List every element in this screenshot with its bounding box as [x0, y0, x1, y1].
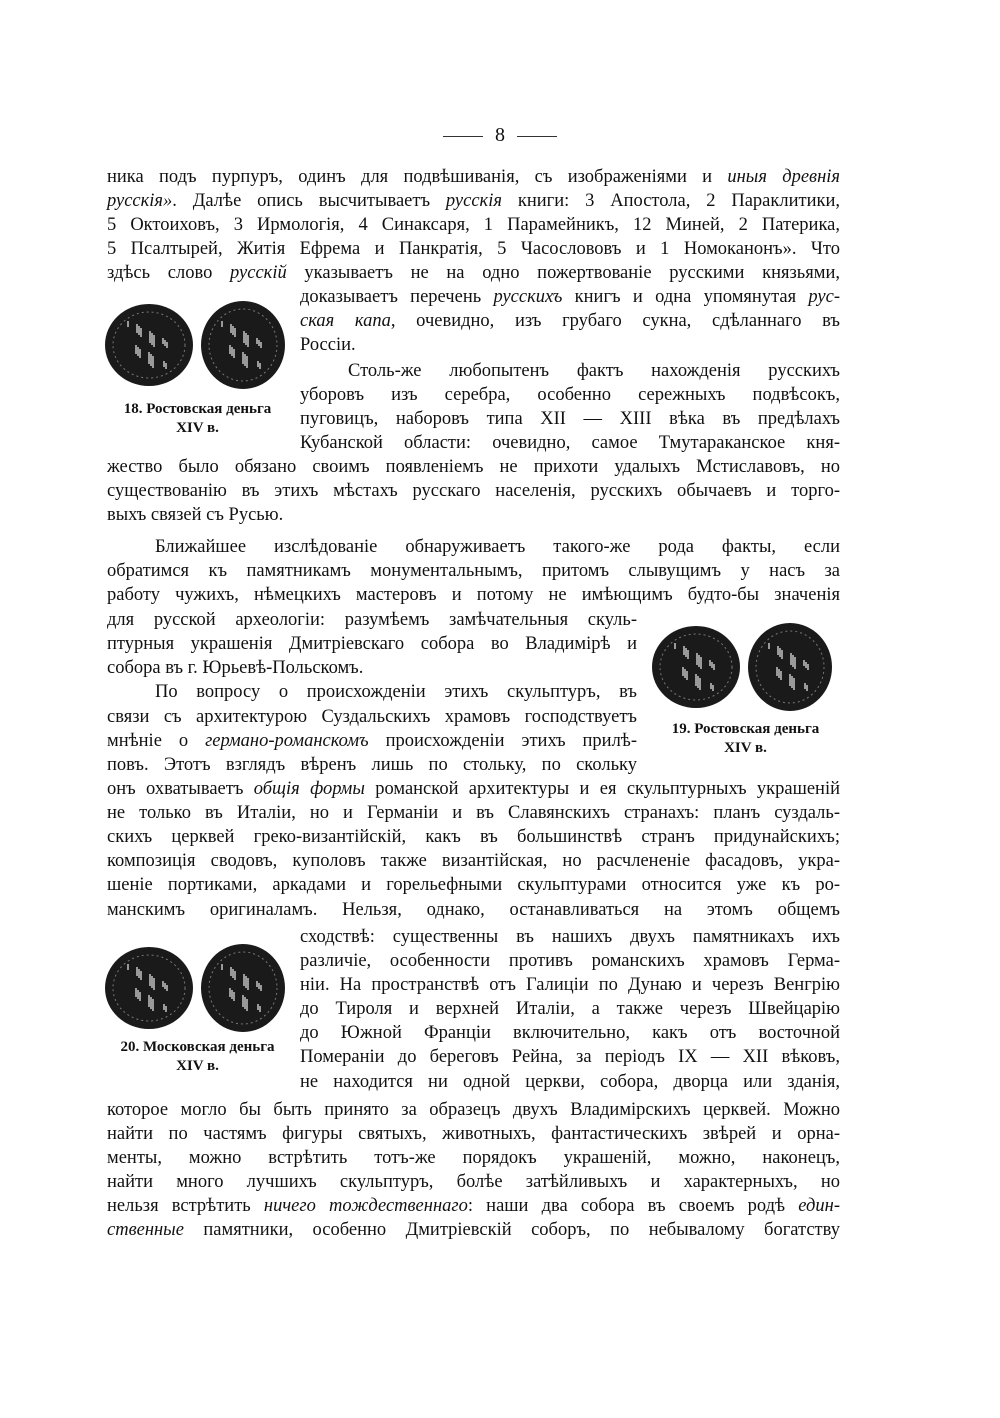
text-span: Помераніи до береговъ Рейна, за періодъ IX — XII вѣковъ, — [300, 1047, 840, 1067]
italic-text: ничего тождественнаго — [263, 1196, 468, 1216]
text-line — [300, 359, 840, 383]
coin-icon — [105, 947, 193, 1029]
text-span: не только въ Италіи, но и Германіи и въ Славянскихъ странахъ: планъ суздаль- — [107, 803, 840, 823]
text-line — [300, 925, 840, 949]
text-span: онъ охватываетъ — [107, 779, 254, 799]
text-line — [107, 1218, 840, 1242]
text-line — [107, 632, 637, 656]
text-span: не находится ни одной церкви, собора, дворца или зданія, — [300, 1072, 840, 1092]
text-line — [107, 165, 840, 189]
text-span: работу чужихъ, нѣмецкихъ мастеровъ и потому не имѣющимъ будто-бы значенія — [107, 585, 840, 605]
text-line — [107, 1146, 840, 1170]
text-span: скихъ церквей греко-византійскій, какъ въ большинствѣ странъ придунайскихъ; — [107, 827, 840, 847]
italic-text: русскій — [230, 263, 287, 283]
text-line — [107, 825, 840, 849]
coin-icon — [201, 944, 285, 1032]
text-line — [107, 1122, 840, 1146]
text-line — [107, 261, 840, 285]
text-line — [107, 873, 840, 897]
text-span: Кубанской области: очевидно, самое Тмутараканское кня- — [300, 433, 840, 453]
text-line — [107, 535, 840, 559]
text-line — [107, 559, 840, 583]
text-span: указываетъ не на одно пожертвованіе русскими князьями, — [286, 263, 840, 283]
text-span: : наши два собора въ своемъ родѣ — [467, 1196, 799, 1216]
text-span: сходствѣ: существенны въ нашихъ двухъ памятникахъ ихъ — [300, 927, 840, 947]
text-span: различіе, особенности противъ романскихъ храмовъ Герма- — [300, 951, 840, 971]
text-line — [107, 189, 840, 213]
text-line — [300, 1021, 840, 1045]
caption-line: XIV в. — [176, 1058, 219, 1074]
figure-18-caption — [100, 400, 295, 438]
text-span: композиція сводовъ, куполовъ также византійская, но расчлененіе фасадовъ, укра- — [107, 851, 840, 871]
coin-icon — [105, 304, 193, 386]
text-span: ніи. На пространствѣ отъ Галиціи по Дунаю и черезъ Венгрію — [300, 975, 840, 995]
text-line — [300, 383, 840, 407]
figure-20-caption — [100, 1038, 295, 1076]
italic-text: русскія» — [107, 191, 173, 211]
text-span: жество было обязано своимъ появленіемъ не прихоти удалыхъ Мстиславовъ, но — [107, 457, 840, 477]
text-line — [107, 656, 637, 680]
text-span: 5 Октоиховъ, 3 Ирмологія, 4 Синаксаря, 1 Парамейникъ, 12 Миней, 2 Патерика, — [107, 215, 840, 235]
text-span: до Южной Франціи включительно, какъ отъ восточной — [300, 1023, 840, 1043]
italic-text: германо-романскомъ — [205, 731, 369, 751]
text-line — [107, 1194, 840, 1218]
text-span: обратимся къ памятникамъ монументальнымъ, притомъ слывущимъ у насъ за — [107, 561, 840, 581]
text-line — [107, 801, 840, 825]
text-line — [107, 680, 637, 704]
text-span: доказываетъ перечень — [300, 287, 494, 307]
text-span: Столь-же любопытенъ фактъ нахожденія русскихъ — [348, 361, 840, 381]
text-line — [107, 777, 840, 801]
italic-text: иныя древнія — [727, 167, 840, 187]
text-line — [107, 237, 840, 261]
text-line — [107, 705, 637, 729]
text-line — [300, 949, 840, 973]
text-span: . Далѣе опись высчитываетъ — [172, 191, 446, 211]
text-line — [300, 997, 840, 1021]
coin-icon — [201, 301, 285, 389]
text-span: птурныя украшенія Дмитріевскаго собора во Владимірѣ и — [107, 634, 637, 654]
text-line — [300, 285, 840, 309]
text-span: пуговицъ, наборовъ типа XII — XIII вѣка въ предѣлахъ — [300, 409, 840, 429]
coin-icon — [748, 623, 832, 711]
text-line — [300, 309, 840, 333]
figure-20-coins — [103, 943, 293, 1033]
italic-text: ственные — [107, 1220, 184, 1240]
page-number — [0, 124, 1000, 147]
text-line — [107, 213, 840, 237]
text-span: По вопросу о происхожденіи этихъ скульптуръ, въ — [155, 682, 637, 702]
caption-line: XIV в. — [176, 420, 219, 436]
text-span: найти много лучшихъ скульптуръ, болѣе затѣйливыхъ и характерныхъ, но — [107, 1172, 840, 1192]
text-span: , очевидно, изъ грубаго сукна, сдѣланнаго въ — [390, 311, 840, 331]
caption-line: XIV в. — [724, 740, 767, 756]
text-span: Ближайшее изслѣдованіе обнаруживаетъ такого-же рода факты, если — [155, 537, 840, 557]
coin-icon — [652, 626, 740, 708]
text-span: ника подъ пурпуръ, одинъ для подвѣшиванія, съ изображеніями и — [107, 167, 728, 187]
text-span: памятники, особенно Дмитріевскій соборъ, по небывалому богатству — [183, 1220, 840, 1240]
text-span: книгъ и одна упомянутая — [562, 287, 809, 307]
text-line — [107, 1170, 840, 1194]
text-span: которое могло бы быть принято за образецъ двухъ Владимірскихъ церквей. Можно — [107, 1100, 840, 1120]
text-span: связи съ архитектурою Суздальскихъ храмовъ господствуетъ — [107, 707, 637, 727]
text-line — [300, 431, 840, 455]
text-span: 5 Псалтырей, Житія Ефрема и Панкратія, 5 Часослововъ и 1 Номоканонъ». Что — [107, 239, 840, 259]
text-span: шеніе портиками, аркадами и горельефными скульптурами относится уже къ ро- — [107, 875, 840, 895]
italic-text: ская капа — [300, 311, 391, 331]
text-line — [107, 503, 840, 527]
text-span: книги: 3 Апостола, 2 Параклитики, — [501, 191, 840, 211]
text-span: для русской археологіи: разумѣемъ замѣчательныя скуль- — [107, 610, 637, 630]
text-line — [107, 753, 637, 777]
italic-text: русскія — [445, 191, 502, 211]
caption-line: 18. Ростовская деньга — [123, 401, 272, 417]
text-span: найти по частямъ фигуры святыхъ, животныхъ, фантастическихъ звѣрей и орна- — [107, 1124, 840, 1144]
text-line — [300, 1045, 840, 1069]
text-line — [107, 479, 840, 503]
text-span: манскимъ оригиналамъ. Нельзя, однако, останавливаться на этомъ общемъ — [107, 900, 840, 920]
text-span: менты, можно встрѣтить тотъ-же порядокъ украшеній, можно, наконецъ, — [107, 1148, 840, 1168]
text-span: Россіи. — [300, 335, 356, 355]
text-span: романской архитектуры и ея скульптурныхъ украшеній — [364, 779, 840, 799]
text-span: происхожденіи этихъ прилѣ- — [368, 731, 638, 751]
italic-text: общія формы — [253, 779, 365, 799]
text-span: выхъ связей съ Русью. — [107, 505, 284, 525]
text-line — [300, 1070, 840, 1094]
text-line — [300, 973, 840, 997]
text-line — [107, 583, 840, 607]
italic-text: рус- — [808, 287, 840, 307]
text-line — [107, 898, 840, 922]
caption-line: 19. Ростовская деньга — [671, 721, 820, 737]
text-line — [107, 455, 840, 479]
page-number-text: 8 — [495, 124, 505, 146]
text-line — [107, 1098, 840, 1122]
text-span: повъ. Этотъ взглядъ вѣренъ лишь по стольку, по скольку — [107, 755, 637, 775]
text-line — [107, 608, 637, 632]
text-line — [300, 407, 840, 431]
text-span: существованію въ этихъ мѣстахъ русскаго населенія, русскихъ обычаевъ и торго- — [107, 481, 840, 501]
figure-18-coins — [103, 300, 293, 390]
figure-19-caption — [648, 720, 843, 758]
figure-19-coins — [650, 622, 840, 714]
text-span: нельзя встрѣтить — [107, 1196, 264, 1216]
caption-line: 20. Московская деньга — [120, 1039, 275, 1055]
italic-text: един- — [798, 1196, 840, 1216]
text-span: здѣсь слово — [107, 263, 231, 283]
text-span: мнѣніе о — [107, 731, 206, 751]
text-line — [107, 849, 840, 873]
text-line — [300, 333, 840, 357]
text-span: до Тироля и верхней Италіи, а также черезъ Швейцарію — [300, 999, 840, 1019]
text-span: уборовъ изъ серебра, особенно сережныхъ подвѣсокъ, — [300, 385, 840, 405]
text-span: собора въ г. Юрьевѣ-Польскомъ. — [107, 658, 364, 678]
text-line — [107, 729, 637, 753]
italic-text: русскихъ — [493, 287, 563, 307]
